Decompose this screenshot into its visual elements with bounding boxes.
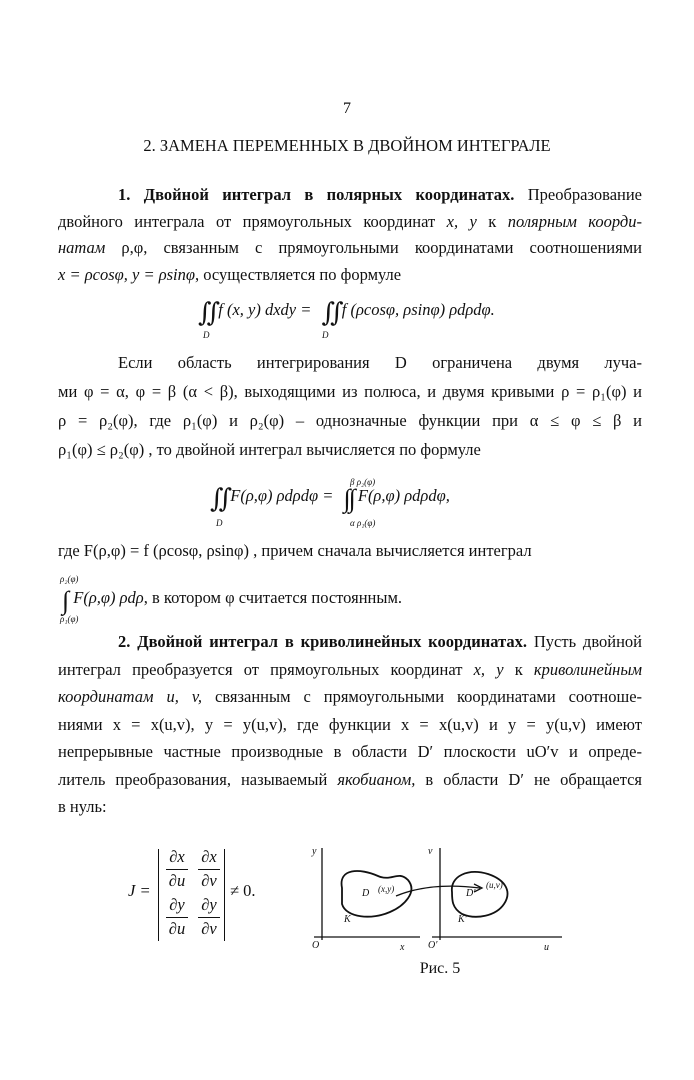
formula2-limits-top: β ρ₂(φ) <box>350 477 376 487</box>
formula3-limit-top: ρ₂(φ) <box>60 574 79 584</box>
para3-line1: где F(ρ,φ) = f (ρcosφ, ρsinφ) , причем сначала вычисляется интеграл <box>58 541 532 560</box>
section2-line3: координатам u, v, связанным с прямоугольными координатами соотноше- <box>58 687 643 706</box>
jacobian-cell: ∂u <box>168 871 186 890</box>
fig-label-contour-k-prime: K′ <box>458 914 467 925</box>
section1-paragraph3 <box>58 538 642 565</box>
section2-line7: в нуль: <box>58 797 107 816</box>
section2-paragraph <box>58 628 642 821</box>
section2-heading: 2. Двойной интеграл в криволинейных координатах. <box>118 632 528 651</box>
jacobian-cell: ∂v <box>201 919 217 938</box>
jacobian-tail: ≠ 0. <box>230 881 256 900</box>
fig-label-point-xy: (x,y) <box>378 884 395 894</box>
section1-paragraph2 <box>58 350 642 464</box>
fig-label-point-uv: (u,v) <box>486 880 503 890</box>
formula1-domain-right: D <box>322 330 329 340</box>
formula2-domain: D <box>216 518 223 528</box>
det-bar-left <box>158 849 159 941</box>
fig-label-contour-k: K <box>344 914 351 925</box>
jacobian-cell: ∂x <box>169 847 185 866</box>
right-region-contour <box>452 872 508 917</box>
para2-line3: ρ = ρ₂(φ), где ρ₁(φ) и ρ₂(φ) – однозначные функции при α ≤ φ ≤ β и <box>58 410 642 430</box>
para2-line1: Если область интегрирования D ограничена двумя луча- <box>118 353 642 372</box>
page-number: 7 <box>343 100 351 117</box>
fig-label-x: x <box>400 942 405 953</box>
section1-line4: x = ρcosφ, y = ρsinφ, осуществляется по формуле <box>58 264 402 284</box>
para2-line4: ρ₁(φ) ≤ ρ₂(φ) , то двойной интеграл вычисляется по формуле <box>58 439 481 459</box>
jacobian-cell: ∂v <box>201 871 217 890</box>
formula-polar-transform: ∬ f (x, y) dxdy = ∬ f (ρcosφ, ρsinφ) ρdρdφ. <box>198 298 495 327</box>
fig-label-origin: O <box>312 940 320 951</box>
fig-label-v: v <box>428 846 433 857</box>
jacobian-cell: ∂y <box>201 895 217 914</box>
section2-line2: интеграл преобразуется от прямоугольных координат x, y к криволинейным <box>58 659 643 679</box>
fraction-bar <box>198 869 220 870</box>
fig-label-region-d: D <box>362 888 370 899</box>
formula-inner-integral: ∫ F(ρ,φ) ρdρ, в котором φ считается постоянным. <box>62 586 403 615</box>
fig-label-region-d-prime: D′ <box>466 888 476 899</box>
formula-polar-iterated: ∬ F(ρ,φ) ρdρdφ = ∫∫ F(ρ,φ) ρdρdφ, <box>210 484 450 513</box>
section1-line3: натам ρ,φ, связанным с прямоугольными координатами соотношениями <box>58 238 642 257</box>
section1-paragraph1 <box>58 182 642 288</box>
jacobian-cell: ∂u <box>168 919 186 938</box>
figure-caption: Рис. 5 <box>419 960 461 977</box>
fraction-bar <box>166 869 188 870</box>
para2-line2: ми φ = α, φ = β (α < β), выходящими из полюса, и двумя кривыми ρ = ρ₁(φ) и <box>58 381 642 401</box>
fig-label-y: y <box>312 846 317 857</box>
jacobian-determinant <box>128 843 268 943</box>
formula1-domain-left: D <box>203 330 210 340</box>
formula2-limits-bottom: α ρ₁(φ) <box>350 518 376 528</box>
fraction-bar <box>198 917 220 918</box>
fraction-bar <box>166 917 188 918</box>
fig-label-u: u <box>544 942 549 953</box>
jacobian-cell: ∂y <box>169 895 185 914</box>
fig-label-origin-prime: O′ <box>428 940 438 951</box>
chapter-title: 2. ЗАМЕНА ПЕРЕМЕННЫХ В ДВОЙНОМ ИНТЕГРАЛЕ <box>143 136 551 155</box>
formula3-limit-bottom: ρ₁(φ) <box>60 614 79 624</box>
jacobian-cell: ∂x <box>201 847 217 866</box>
section2-line4: ниями x = x(u,v), y = y(u,v), где функции x = x(u,v) и y = y(u,v) имеют <box>58 714 642 734</box>
det-bar-right <box>224 849 225 941</box>
section2-line5: непрерывные частные производные в области D′ плоскости uO′v и опреде- <box>58 742 642 761</box>
section2-line6: литель преобразования, называемый якобианом, в области D′ не обращается <box>58 769 643 789</box>
figure-5-mapping <box>300 840 652 955</box>
jacobian-label: J = <box>128 881 151 900</box>
section1-heading: 1. Двойной интеграл в полярных координатах. <box>118 185 515 204</box>
section1-line1: 1. Двойной интеграл в полярных координатах. Преобразование <box>118 185 643 204</box>
section1-line2: двойного интеграла от прямоугольных координат x, y к полярным коорди- <box>58 211 643 231</box>
section2-line1: 2. Двойной интеграл в криволинейных координатах. Пусть двойной <box>118 632 643 651</box>
